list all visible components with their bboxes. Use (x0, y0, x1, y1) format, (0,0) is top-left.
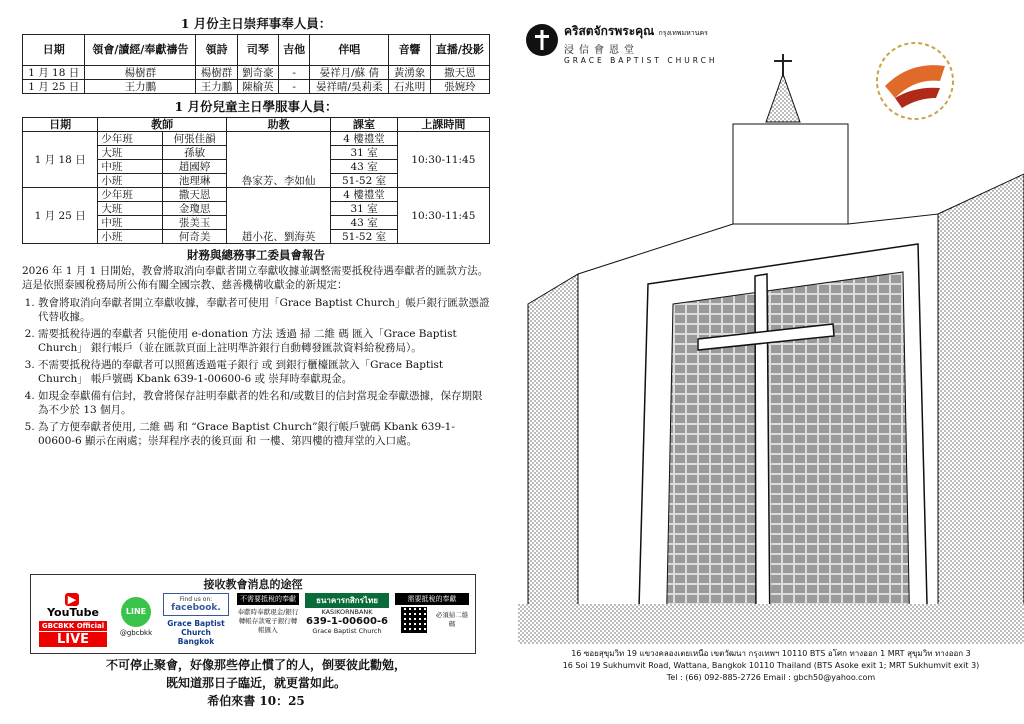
brand-chinese: 浸信會恩堂 (564, 45, 639, 56)
line-id: @gbcbkk (119, 629, 153, 637)
kbank-name: Grace Baptist Church (312, 627, 382, 635)
sunday-school-title: 1 月份兒童主日學服事人員： (174, 99, 338, 114)
table-row (23, 188, 490, 202)
worship-header: 伴唱 (310, 35, 389, 66)
class-date: 1 月 25 日 (23, 188, 98, 244)
finance-intro: 2026 年 1 月 1 日開始，教會將取消向奉獻者開立奉獻收據並調整需要抵稅待遇奉獻者的匯款方法。這是依照泰國稅務局所公佈有關全國宗教、慈善機構收獻金的新規定： (22, 265, 489, 291)
sunday-school-header: 日期 (23, 118, 98, 132)
worship-header: 吉他 (279, 35, 310, 66)
class-room: 43 室 (331, 216, 397, 230)
no-tax-offering-block (237, 593, 299, 651)
finance-item: 3. 不需要抵稅待遇的奉獻者可以照舊透過電子銀行 或 到銀行櫃檯匯款入「Grace Baptist Church」 帳戶號碼 Kbank 639-1-00600-6 或 崇拜時奉獻現金。 (38, 358, 490, 386)
church-address (518, 648, 1024, 684)
class-room: 31 室 (331, 202, 397, 216)
finance-report (22, 248, 490, 448)
class-assistant: 趙小花、劉海英 (226, 188, 330, 244)
finance-item: 2. 需要抵稅待遇的奉獻者 只能使用 e-donation 方法 透過 掃 二維 碼 匯入「Grace Baptist Church」 銀行帳戶（並在匯款頁面上註明準許銀行自動轉發匯款資料給稅務局）。 (38, 327, 490, 355)
tax-text: 必須掃二維碼 (435, 611, 469, 628)
table-cell: 劉奇豪 (237, 66, 278, 80)
facebook-block[interactable] (163, 593, 229, 651)
sunday-school-header: 助教 (226, 118, 330, 132)
media-title: 接收教會消息的途徑 (203, 578, 303, 591)
class-time: 10:30-11:45 (397, 188, 489, 244)
qr-code-icon (401, 607, 427, 633)
class-teacher: 何張佳韻 (163, 132, 227, 146)
table-row (23, 132, 490, 146)
class-room: 4 樓禮堂 (331, 188, 397, 202)
table-row (23, 66, 490, 80)
cover-page (518, 0, 1024, 724)
tax-offering-block (395, 593, 469, 651)
brand-thai: คริสตจักรพระคุณ (564, 24, 655, 38)
kbank-head: ธนาคารกสิกรไทย (305, 593, 389, 608)
worship-header: 音響 (389, 35, 430, 66)
class-time: 10:30-11:45 (397, 132, 489, 188)
class-name: 大班 (98, 146, 163, 160)
youtube-live: LIVE (39, 632, 107, 647)
table-cell: 楊樹群 (85, 66, 196, 80)
table-row (23, 80, 490, 94)
worship-title: 1 月份主日崇拜事奉人員： (180, 16, 332, 31)
finance-item: 4. 如現金奉獻備有信封，教會將保存註明奉獻者的姓名和/或數目的信封當現金奉獻憑據，保存期限為不少於 13 個月。 (38, 389, 490, 417)
table-cell: 楊樹群 (196, 66, 237, 80)
table-cell: 王力鵬 (196, 80, 237, 94)
youtube-icon: ▶YouTube (39, 593, 107, 619)
tax-head: 需要抵稅的奉獻 (395, 593, 469, 605)
sunday-school-header: 上課時間 (397, 118, 489, 132)
class-assistant: 魯家芳、李如仙 (226, 132, 330, 188)
worship-header: 直播/投影 (430, 35, 489, 66)
class-name: 少年班 (98, 188, 163, 202)
church-brand: คริสตจักรพระคุณ กรุงเทพมหานคร 浸信會恩堂 GRACE BAPTIST CHURCH (564, 24, 718, 65)
table-cell: 石兆明 (389, 80, 430, 94)
worship-header: 領會/讀經/奉獻禱告 (85, 35, 196, 66)
class-name: 中班 (98, 160, 163, 174)
class-teacher: 張美玉 (163, 216, 227, 230)
finance-list (22, 296, 490, 448)
class-name: 小班 (98, 174, 163, 188)
table-cell: 1 月 18 日 (23, 66, 85, 80)
left-page (22, 14, 490, 451)
class-room: 43 室 (331, 160, 397, 174)
line-block[interactable] (119, 593, 153, 651)
table-cell: - (279, 66, 310, 80)
table-cell: 撒天恩 (430, 66, 489, 80)
class-teacher: 撒天恩 (163, 188, 227, 202)
contact-info: Tel : (66) 092-885-2726 Email : gbch50@yahoo.com (666, 673, 876, 682)
class-teacher: 孫敏 (163, 146, 227, 160)
finance-title: 財務與總務事工委員會報告 (187, 248, 325, 262)
church-building-illustration (518, 44, 1024, 644)
class-name: 中班 (98, 216, 163, 230)
table-cell: 陳榆英 (237, 80, 278, 94)
brand-english: GRACE BAPTIST CHURCH (564, 56, 718, 65)
class-name: 少年班 (98, 132, 163, 146)
finance-item: 5. 為了方便奉獻者使用, 二維 碼 和 “Grace Baptist Church”銀行帳戶號碼 Kbank 639-1-00600-6 顯示在兩處；崇拜程序表的後頁面 和 一樓、第四樓的禮拜堂的入口處。 (38, 420, 490, 448)
class-room: 4 樓禮堂 (331, 132, 397, 146)
class-date: 1 月 18 日 (23, 132, 98, 188)
youtube-channel: GBCBKK Official (39, 621, 107, 631)
sunday-school-header: 課室 (331, 118, 397, 132)
worship-table (22, 34, 490, 94)
worship-header: 領詩 (196, 35, 237, 66)
class-room: 51-52 室 (331, 230, 397, 244)
class-teacher: 池理琳 (163, 174, 227, 188)
kbank-sub: KASIKORNBANK (321, 608, 373, 616)
class-name: 大班 (98, 202, 163, 216)
class-teacher: 趙國婷 (163, 160, 227, 174)
kbank-block (305, 593, 389, 651)
no-tax-text: 奉獻時奉獻現金/銀行轉帳存款電子銀行轉帳匯入 (237, 608, 299, 634)
class-teacher: 何奇美 (163, 230, 227, 244)
address-english: 16 Soi 19 Sukhumvit Road, Wattana, Bangkok 10110 Thailand (BTS Asoke exit 1; MRT Sukhumvit exit 3) (562, 661, 980, 670)
no-tax-head: 不需要抵稅的奉獻 (237, 593, 299, 605)
worship-header: 日期 (23, 35, 85, 66)
line-icon: LINE (121, 597, 151, 627)
class-teacher: 金瓊思 (163, 202, 227, 216)
bible-verse: 不可停止聚會，好像那些停止慣了的人，倒要彼此勸勉， 既知道那日子臨近，就更當如此。 希伯來書 10：25 (22, 656, 490, 710)
table-cell: 晏祥晴/吳莉柔 (310, 80, 389, 94)
facebook-icon: Find us on: facebook. (163, 593, 229, 616)
table-cell: 張婉玲 (430, 80, 489, 94)
facebook-name: Grace Baptist Church Bangkok (167, 619, 225, 646)
address-thai: 16 ซอยสุขุมวิท 19 แขวงคลองเตยเหนือ เขตวัฒนา กรุงเทพฯ 10110 BTS อโศก ทางออก 1 MRT สุขุมวิท ทางออก 3 (571, 649, 971, 658)
finance-item: 1. 教會將取消向奉獻者開立奉獻收據，奉獻者可使用「Grace Baptist Church」帳戶銀行匯款憑證代替收據。 (38, 296, 490, 324)
table-cell: 黃湧象 (389, 66, 430, 80)
class-room: 51-52 室 (331, 174, 397, 188)
kbank-account: 639-1-00600-6 (305, 616, 389, 627)
table-cell: 王力鵬 (85, 80, 196, 94)
class-name: 小班 (98, 230, 163, 244)
sunday-school-header: 教師 (98, 118, 227, 132)
class-room: 31 室 (331, 146, 397, 160)
table-cell: 1 月 25 日 (23, 80, 85, 94)
media-channels (30, 574, 476, 654)
worship-header: 司琴 (237, 35, 278, 66)
sunday-school-table (22, 117, 490, 244)
table-cell: 晏祥月/蘇 倩 (310, 66, 389, 80)
verse-reference: 希伯來書 10：25 (207, 694, 305, 708)
youtube-block[interactable] (39, 593, 107, 651)
table-cell: - (279, 80, 310, 94)
